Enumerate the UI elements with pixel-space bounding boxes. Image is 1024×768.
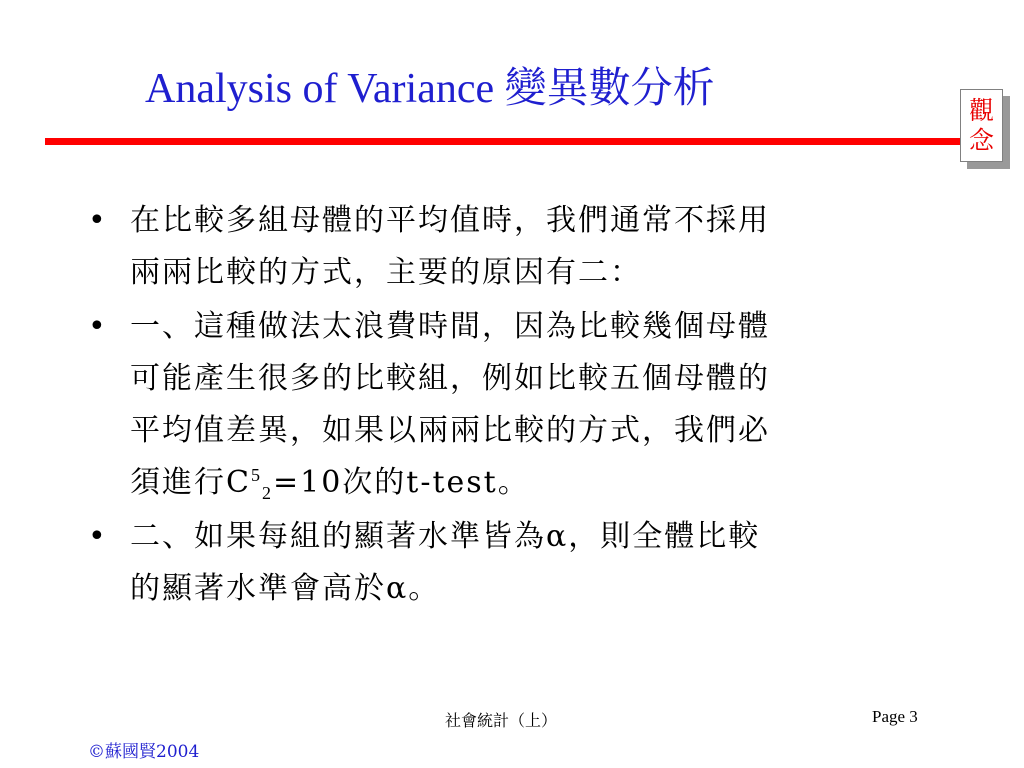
concept-badge — [960, 89, 1003, 162]
bullet-2-line-3: 平均值差異，如果以兩兩比較的方式，我們必 — [130, 413, 770, 448]
bullet-item-3 — [88, 511, 938, 615]
formula-prefix: 須進行C — [130, 465, 251, 500]
copyright-notice: ©蘇國賢2004 — [88, 742, 200, 762]
bullet-icon: • — [88, 519, 106, 554]
badge-char-2: 念 — [968, 125, 994, 155]
bullet-3-line-2: 的顯著水準會高於α。 — [130, 571, 441, 606]
title-underline — [45, 138, 975, 145]
bullet-1-line-2: 兩兩比較的方式，主要的原因有二： — [130, 255, 642, 290]
slide-title: Analysis of Variance 變異數分析 — [145, 66, 715, 112]
formula-suffix: =10次的t-test。 — [272, 465, 530, 500]
bullet-list — [88, 195, 938, 617]
bullet-2-line-4 — [130, 457, 938, 509]
bullet-item-2 — [88, 301, 938, 509]
bullet-2-line-1: 一、這種做法太浪費時間，因為比較幾個母體 — [130, 309, 770, 344]
page-number: Page 3 — [872, 707, 918, 726]
combination-superscript: 5 — [250, 465, 262, 485]
bullet-2-line-2: 可能產生很多的比較組，例如比較五個母體的 — [130, 361, 770, 396]
bullet-icon: • — [88, 203, 106, 238]
bullet-icon: • — [88, 309, 106, 344]
bullet-item-1 — [88, 195, 938, 299]
footer-course-title: 社會統計（上） — [445, 711, 558, 730]
badge-char-1: 觀 — [968, 95, 994, 125]
bullet-3-line-1: 二、如果每組的顯著水準皆為α，則全體比較 — [130, 519, 761, 554]
bullet-1-line-1: 在比較多組母體的平均值時，我們通常不採用 — [130, 203, 770, 238]
combination-subscript: 2 — [261, 483, 273, 503]
